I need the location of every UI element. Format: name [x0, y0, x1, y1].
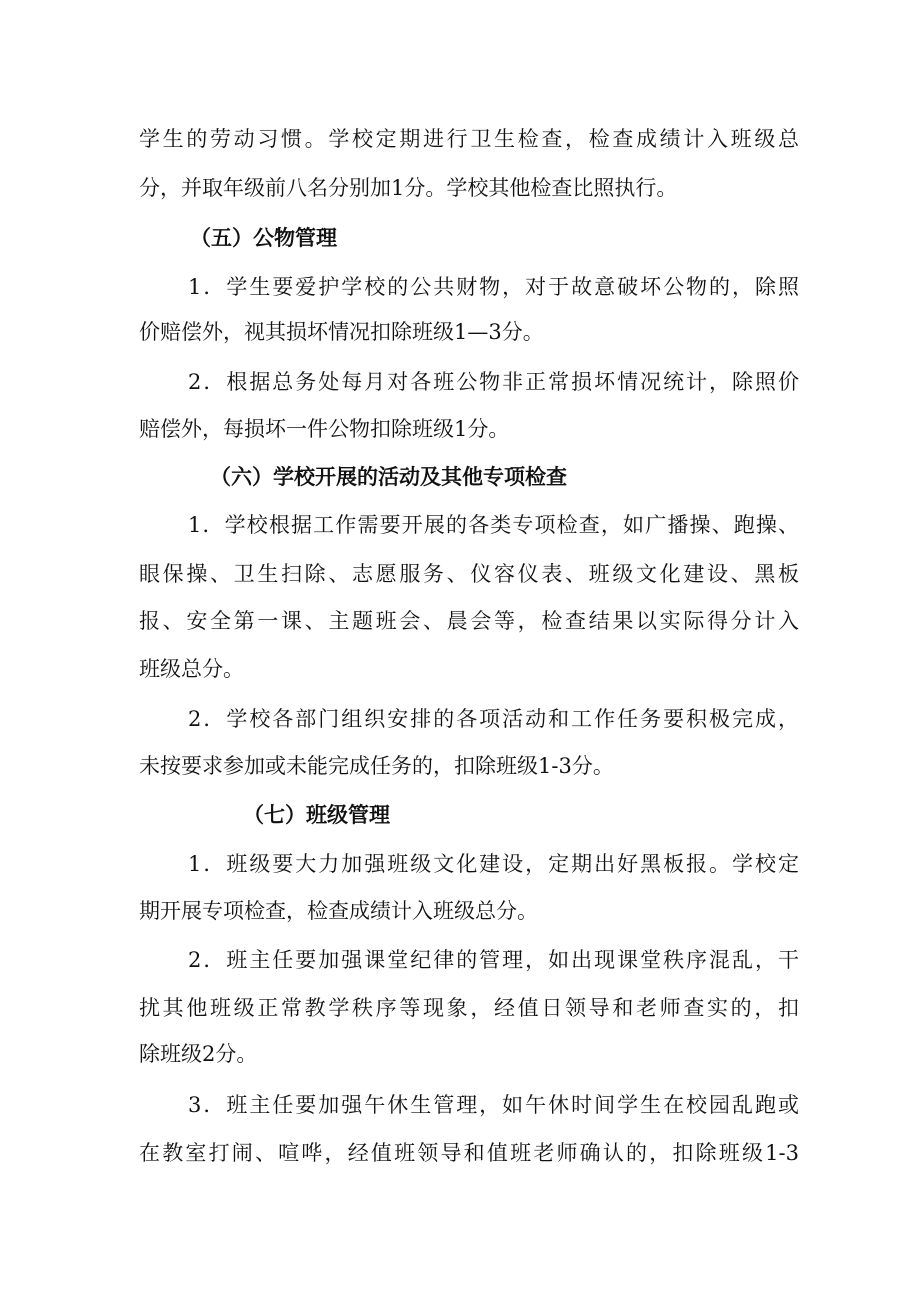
- paragraph-line: 3．班主任要加强午休生管理，如午休时间学生在校园乱跑或: [188, 1093, 799, 1117]
- paragraph-line: 1．学校根据工作需要开展的各类专项检查，如广播操、跑操、: [188, 513, 799, 537]
- section-heading-5: （五）公物管理: [190, 226, 337, 250]
- paragraph-line: 2．学校各部门组织安排的各项活动和工作任务要积极完成，: [188, 707, 799, 731]
- paragraph-line: 除班级2分。: [139, 1042, 258, 1066]
- section-heading-7: （七）班级管理: [243, 803, 390, 827]
- section-heading-6: （六）学校开展的活动及其他专项检查: [210, 465, 567, 489]
- paragraph-line: 赔偿外，每损坏一件公物扣除班级1分。: [139, 417, 510, 441]
- paragraph-line: 价赔偿外，视其损坏情况扣除班级1—3分。: [139, 320, 544, 344]
- paragraph-line: 在教室打闹、喧哗，经值班领导和值班老师确认的，扣除班级1-3: [139, 1141, 799, 1165]
- paragraph-line: 学生的劳动习惯。学校定期进行卫生检查，检查成绩计入班级总: [139, 127, 799, 151]
- paragraph-line: 眼保操、卫生扫除、志愿服务、仪容仪表、班级文化建设、黑板: [139, 562, 799, 586]
- paragraph-line: 2．根据总务处每月对各班公物非正常损坏情况统计，除照价: [188, 370, 799, 394]
- paragraph-line: 1．班级要大力加强班级文化建设，定期出好黑板报。学校定: [188, 852, 799, 876]
- paragraph-line: 报、安全第一课、主题班会、晨会等，检查结果以实际得分计入: [139, 609, 799, 633]
- paragraph-line: 分，并取年级前八名分别加1分。学校其他检查比照执行。: [139, 176, 678, 200]
- paragraph-line: 2．班主任要加强课堂纪律的管理，如出现课堂秩序混乱，干: [188, 948, 799, 972]
- paragraph-line: 扰其他班级正常教学秩序等现象，经值日领导和老师查实的，扣: [139, 996, 799, 1020]
- paragraph-line: 班级总分。: [139, 657, 244, 681]
- paragraph-line: 1．学生要爱护学校的公共财物，对于故意破坏公物的，除照: [188, 275, 799, 299]
- paragraph-line: 期开展专项检查，检查成绩计入班级总分。: [139, 899, 538, 923]
- paragraph-line: 未按要求参加或未能完成任务的，扣除班级1-3分。: [139, 754, 614, 778]
